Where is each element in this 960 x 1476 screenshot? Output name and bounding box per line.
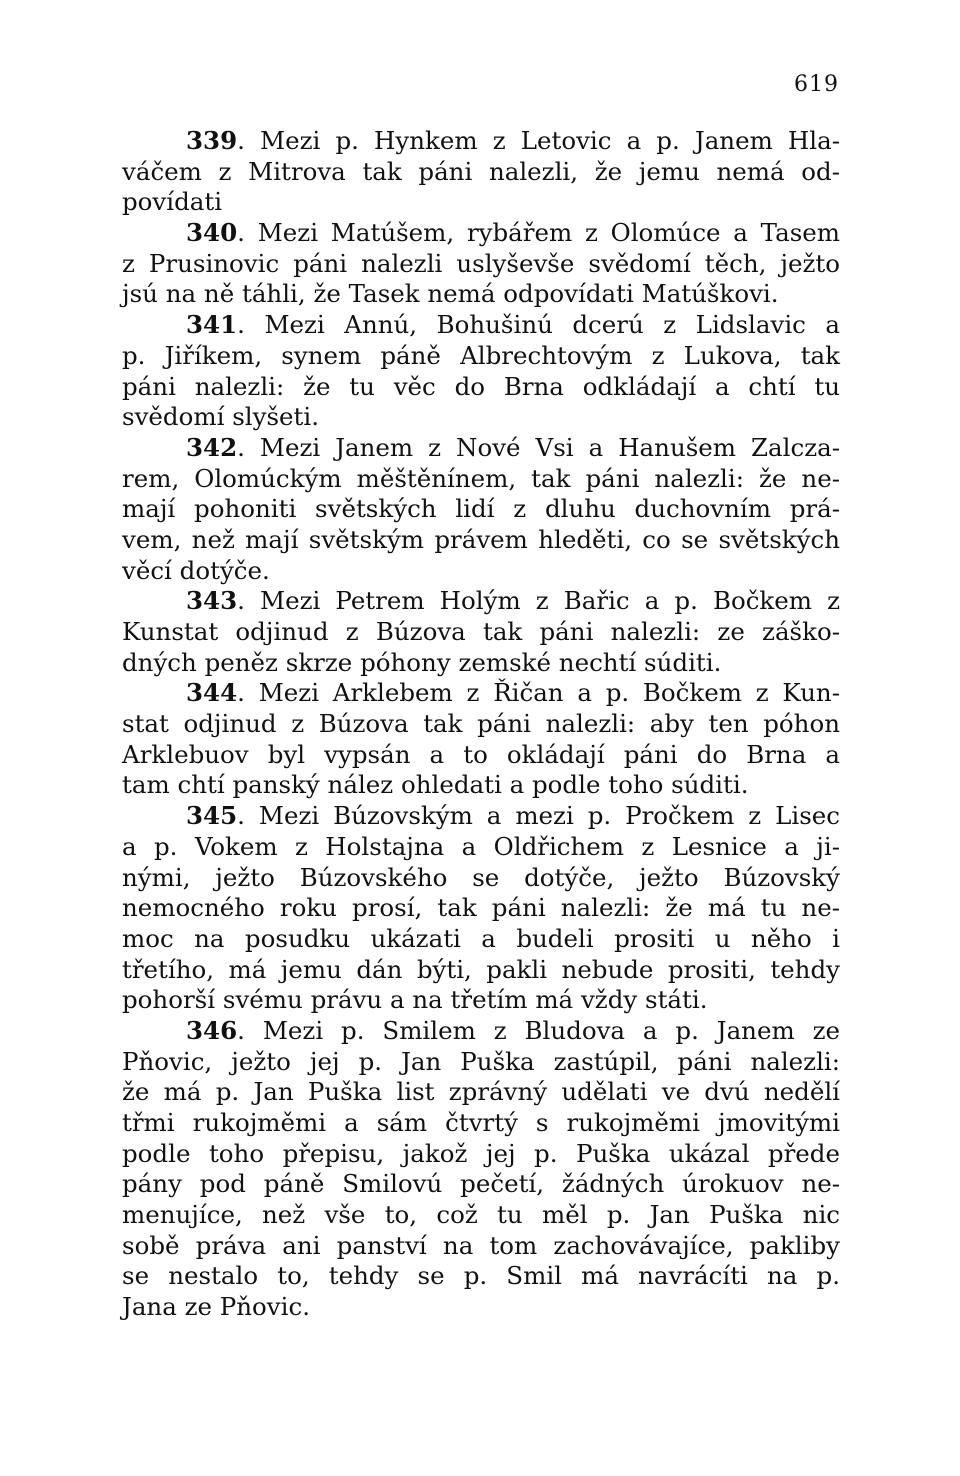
line-text: moc na posudku ukázati a budeli prositi u něho i bbox=[122, 923, 840, 953]
line-text: Jana ze Pňovic. bbox=[122, 1292, 310, 1322]
line-text: vem, než mají světským právem hleděti, co se světských bbox=[122, 524, 840, 554]
line-text: mají pohoniti světských lidí z dluhu duchovním prá- bbox=[122, 494, 840, 524]
text-line bbox=[122, 893, 840, 924]
paragraph-number: 343 bbox=[186, 586, 238, 616]
text-line bbox=[122, 494, 840, 525]
line-text: p. Jiříkem, synem páně Albrechtovým z Lukova, tak bbox=[122, 340, 840, 370]
line-text: jsú na ně táhli, že Tasek nemá odpovídati Matúškovi. bbox=[122, 279, 779, 309]
line-text: . Mezi p. Smilem z Bludova a p. Janem ze bbox=[237, 1015, 840, 1045]
text-line bbox=[122, 433, 840, 464]
line-text: pohorší svému právu a na třetím má vždy státi. bbox=[122, 985, 708, 1015]
text-line bbox=[122, 832, 840, 863]
text-line bbox=[122, 1047, 840, 1078]
line-text: . Mezi Búzovským a mezi p. Pročkem z Lisec bbox=[237, 801, 840, 831]
text-line bbox=[122, 402, 840, 433]
text-line bbox=[122, 740, 840, 771]
line-text: pány pod páně Smilovú pečetí, žádných úrokuov ne- bbox=[122, 1169, 840, 1199]
text-line bbox=[122, 1139, 840, 1170]
text-line bbox=[122, 955, 840, 986]
text-line bbox=[122, 126, 840, 157]
text-line bbox=[122, 617, 840, 648]
line-text: nými, ježto Búzovského se dotýče, ježto Búzovský bbox=[122, 862, 840, 892]
line-text: podle toho přepisu, jakož jej p. Puška ukázal přede bbox=[122, 1138, 840, 1168]
text-line bbox=[122, 863, 840, 894]
paragraph-number: 342 bbox=[186, 432, 238, 462]
text-line bbox=[122, 678, 840, 709]
text-line bbox=[122, 1169, 840, 1200]
line-text: . Mezi Annú, Bohušinú dcerú z Lidslavic a bbox=[237, 310, 840, 340]
line-text: páni nalezli: že tu věc do Brna odkládají a chtí tu bbox=[122, 371, 840, 401]
line-text: sobě práva ani panství na tom zachovávajíce, pakliby bbox=[122, 1230, 840, 1260]
paragraph-number: 340 bbox=[186, 218, 238, 248]
line-text: . Mezi Janem z Nové Vsi a Hanušem Zalcza- bbox=[237, 432, 840, 462]
line-text: . Mezi Petrem Holým z Bařic a p. Bočkem z bbox=[237, 586, 840, 616]
line-text: . Mezi Arklebem z Řičan a p. Bočkem z Kun- bbox=[237, 678, 840, 708]
line-text: rem, Olomúckým měštěnínem, tak páni nalezli: že ne- bbox=[122, 463, 840, 493]
text-line bbox=[122, 525, 840, 556]
paragraph-number: 346 bbox=[186, 1015, 238, 1045]
line-text: stat odjinud z Búzova tak páni nalezli: aby ten póhon bbox=[122, 709, 840, 739]
text-line bbox=[122, 1231, 840, 1262]
text-line bbox=[122, 770, 840, 801]
paragraph-number: 344 bbox=[186, 678, 238, 708]
text-line bbox=[122, 218, 840, 249]
line-text: třmi rukojměmi a sám čtvrtý s rukojměmi jmovitými bbox=[122, 1108, 840, 1137]
text-line bbox=[122, 709, 840, 740]
text-line bbox=[122, 464, 840, 495]
line-text: Kunstat odjinud z Búzova tak páni nalezli: ze záško- bbox=[122, 617, 840, 646]
text-line bbox=[122, 1016, 840, 1047]
text-line bbox=[122, 341, 840, 372]
line-text: a p. Vokem z Holstajna a Oldřichem z Lesnice a ji- bbox=[122, 831, 840, 861]
text-line bbox=[122, 1108, 840, 1139]
line-text: nemocného roku prosí, tak páni nalezli: že má tu ne- bbox=[122, 893, 840, 923]
text-line bbox=[122, 1292, 840, 1323]
line-text: z Prusinovic páni nalezli uslyševše svědomí těch, ježto bbox=[122, 248, 840, 278]
text-line bbox=[122, 648, 840, 679]
line-text: Pňovic, ježto jej p. Jan Puška zastúpil, páni nalezli: bbox=[122, 1046, 840, 1076]
line-text: třetího, má jemu dán býti, pakli nebude prositi, tehdy bbox=[122, 954, 840, 984]
paragraph-number: 341 bbox=[186, 310, 238, 340]
line-text: . Mezi p. Hynkem z Letovic a p. Janem Hla- bbox=[237, 126, 840, 155]
text-line bbox=[122, 556, 840, 587]
body-text bbox=[122, 126, 840, 1323]
text-line bbox=[122, 187, 840, 218]
text-line bbox=[122, 310, 840, 341]
line-text: tam chtí panský nález ohledati a podle toho súditi. bbox=[122, 770, 749, 800]
line-text: věcí dotýče. bbox=[122, 555, 270, 585]
line-text: svědomí slyšeti. bbox=[122, 402, 319, 432]
page-number: 619 bbox=[794, 72, 839, 97]
text-line bbox=[122, 249, 840, 280]
text-line bbox=[122, 801, 840, 832]
line-text: se nestalo to, tehdy se p. Smil má navrácíti na p. bbox=[122, 1261, 840, 1291]
text-line bbox=[122, 985, 840, 1016]
paragraph-number: 345 bbox=[186, 801, 238, 831]
line-text: menujíce, než vše to, což tu měl p. Jan Puška nic bbox=[122, 1200, 840, 1230]
line-text: . Mezi Matúšem, rybářem z Olomúce a Tasem bbox=[237, 218, 840, 248]
text-line bbox=[122, 157, 840, 188]
text-line bbox=[122, 1200, 840, 1231]
text-line bbox=[122, 372, 840, 403]
text-line bbox=[122, 1077, 840, 1108]
line-text: Arklebuov byl vypsán a to okládají páni do Brna a bbox=[122, 739, 840, 769]
line-text: povídati bbox=[122, 187, 223, 217]
text-line bbox=[122, 279, 840, 310]
paragraph-number: 339 bbox=[186, 126, 238, 155]
text-line bbox=[122, 924, 840, 955]
text-line bbox=[122, 586, 840, 617]
line-text: že má p. Jan Puška list zprávný udělati ve dvú nedělí bbox=[122, 1077, 840, 1107]
line-text: váčem z Mitrova tak páni nalezli, že jemu nemá od- bbox=[122, 156, 840, 186]
line-text: dných peněz skrze póhony zemské nechtí súditi. bbox=[122, 647, 722, 677]
text-line bbox=[122, 1261, 840, 1292]
